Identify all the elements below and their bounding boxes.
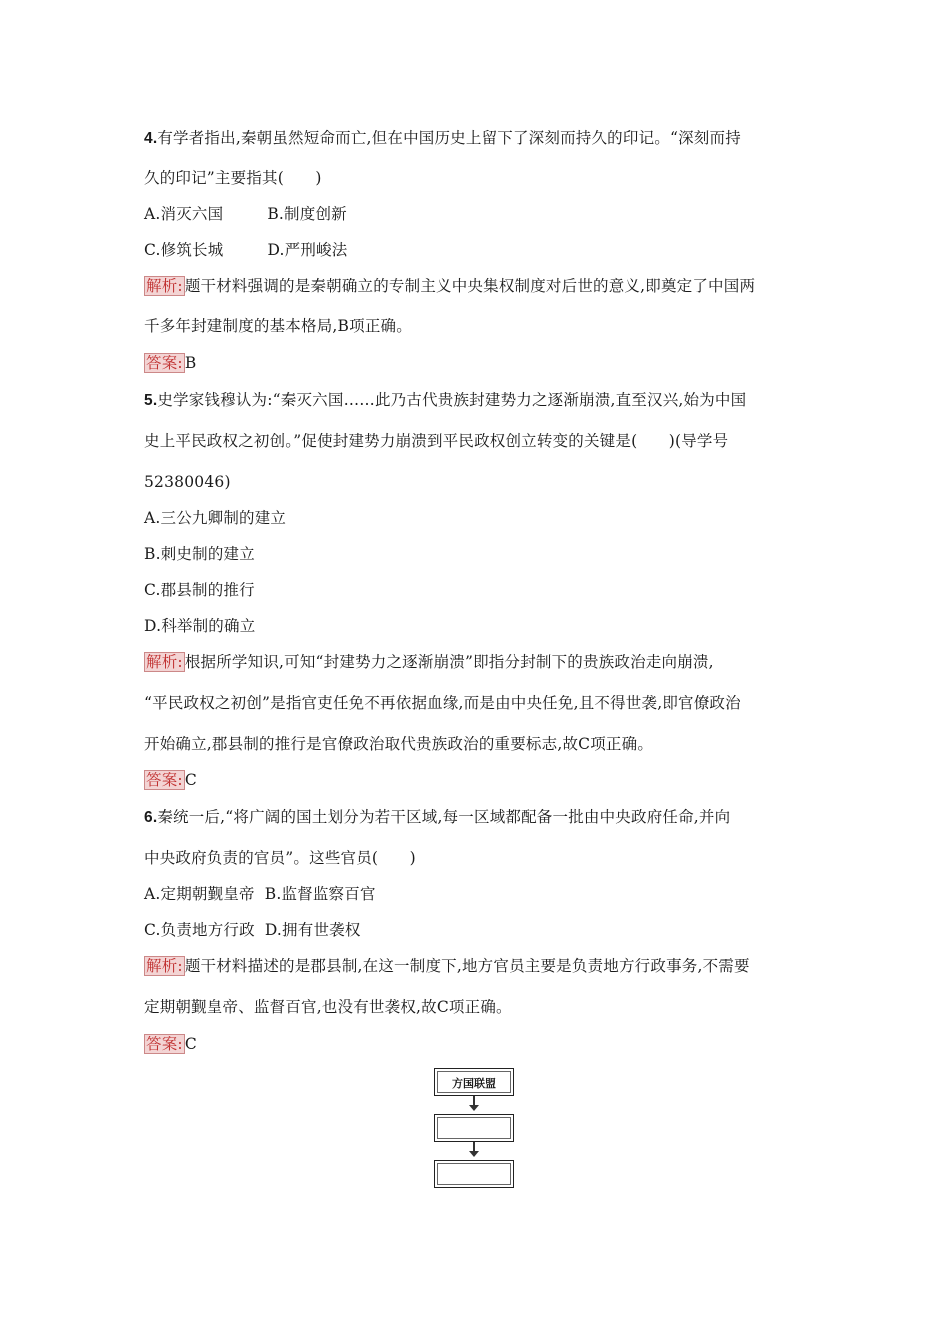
q5-stem-line1: 5.史学家钱穆认为:“秦灭六国……此乃古代贵族封建势力之逐渐崩溃,直至汉兴,始为中国 [144, 391, 747, 409]
q4-options-cd [144, 240, 347, 260]
q4-option-d[interactable]: D.严刑峻法 [267, 241, 348, 259]
flowchart-diagram [434, 1068, 516, 1190]
q6-analysis-tag: 解析: [146, 957, 183, 975]
q6-option-c[interactable]: C.负责地方行政 [144, 921, 255, 939]
q5-stem-line3: 52380046) [144, 473, 231, 491]
q5-option-b[interactable]: B.刺史制的建立 [144, 545, 255, 563]
q4-analysis-line2: 千多年封建制度的基本格局,B项正确。 [144, 317, 412, 335]
q6-number: 6. [144, 809, 158, 826]
q5-analysis-line1: 解析: 根据所学知识,可知“封建势力之逐渐崩溃”即指分封制下的贵族政治走向崩溃, [146, 653, 714, 671]
q5-stem-line2: 史上平民政权之初创。”促使封建势力崩溃到平民政权创立转变的关键是( )(导学号 [144, 432, 729, 450]
q4-option-a[interactable]: A.消灭六国 [144, 205, 224, 223]
flowchart-box-3 [434, 1160, 514, 1188]
q4-stem-line2: 久的印记”主要指其( ) [144, 169, 322, 187]
q6-option-b[interactable]: B.监督监察百官 [264, 885, 376, 903]
flowchart-box-1 [434, 1068, 514, 1096]
q4-answer-tag: 答案: [146, 354, 183, 372]
q6-option-d[interactable]: D.拥有世袭权 [264, 921, 361, 939]
q4-stem-line1: 4.有学者指出,秦朝虽然短命而亡,但在中国历史上留下了深刻而持久的印记。“深刻而持 [144, 129, 741, 147]
q5-option-d[interactable]: D.科举制的确立 [144, 617, 256, 635]
q5-analysis-line3: 开始确立,郡县制的推行是官僚政治取代贵族政治的重要标志,故C项正确。 [144, 735, 654, 753]
q4-answer [144, 353, 196, 373]
q4-options-ab [144, 204, 347, 224]
q6-options-cd [144, 920, 361, 940]
flowchart-arrow-1 [471, 1096, 477, 1112]
flowchart-box-1-label: 方国联盟 [452, 1077, 496, 1090]
q6-option-a[interactable]: A.定期朝觐皇帝 [144, 885, 255, 903]
q4-analysis-tag: 解析: [146, 277, 183, 295]
q5-analysis-line2: “平民政权之初创”是指官吏任免不再依据血缘,而是由中央任免,且不得世袭,即官僚政治 [144, 694, 741, 712]
q5-answer [144, 770, 197, 790]
q5-answer-tag: 答案: [146, 771, 183, 789]
q5-analysis-tag: 解析: [146, 653, 183, 671]
q6-analysis-line1: 解析: 题干材料描述的是郡县制,在这一制度下,地方官员主要是负责地方行政事务,不需要 [146, 957, 750, 975]
q4-analysis-line1: 解析: 题干材料强调的是秦朝确立的专制主义中央集权制度对后世的意义,即奠定了中国两 [146, 277, 756, 295]
q6-analysis-line2: 定期朝觐皇帝、监督百官,也没有世袭权,故C项正确。 [144, 998, 512, 1016]
q4-option-b[interactable]: B.制度创新 [267, 205, 347, 223]
q6-stem-line1: 6.秦统一后,“将广阔的国土划分为若干区域,每一区域都配备一批由中央政府任命,并向 [144, 808, 731, 826]
q5-option-a[interactable]: A.三公九卿制的建立 [144, 509, 287, 527]
q5-answer-value: C [184, 771, 197, 789]
q6-answer [144, 1034, 197, 1054]
q6-answer-value: C [184, 1035, 197, 1053]
q4-option-c[interactable]: C.修筑长城 [144, 241, 224, 259]
flowchart-box-2 [434, 1114, 514, 1142]
q5-number: 5. [144, 392, 158, 409]
q6-answer-tag: 答案: [146, 1035, 183, 1053]
q4-number: 4. [144, 130, 158, 147]
q4-answer-value: B [184, 354, 197, 372]
q5-option-c[interactable]: C.郡县制的推行 [144, 581, 255, 599]
flowchart-arrow-2 [471, 1142, 477, 1158]
q6-stem-line2: 中央政府负责的官员”。这些官员( ) [144, 849, 416, 867]
q6-options-ab [144, 884, 376, 904]
